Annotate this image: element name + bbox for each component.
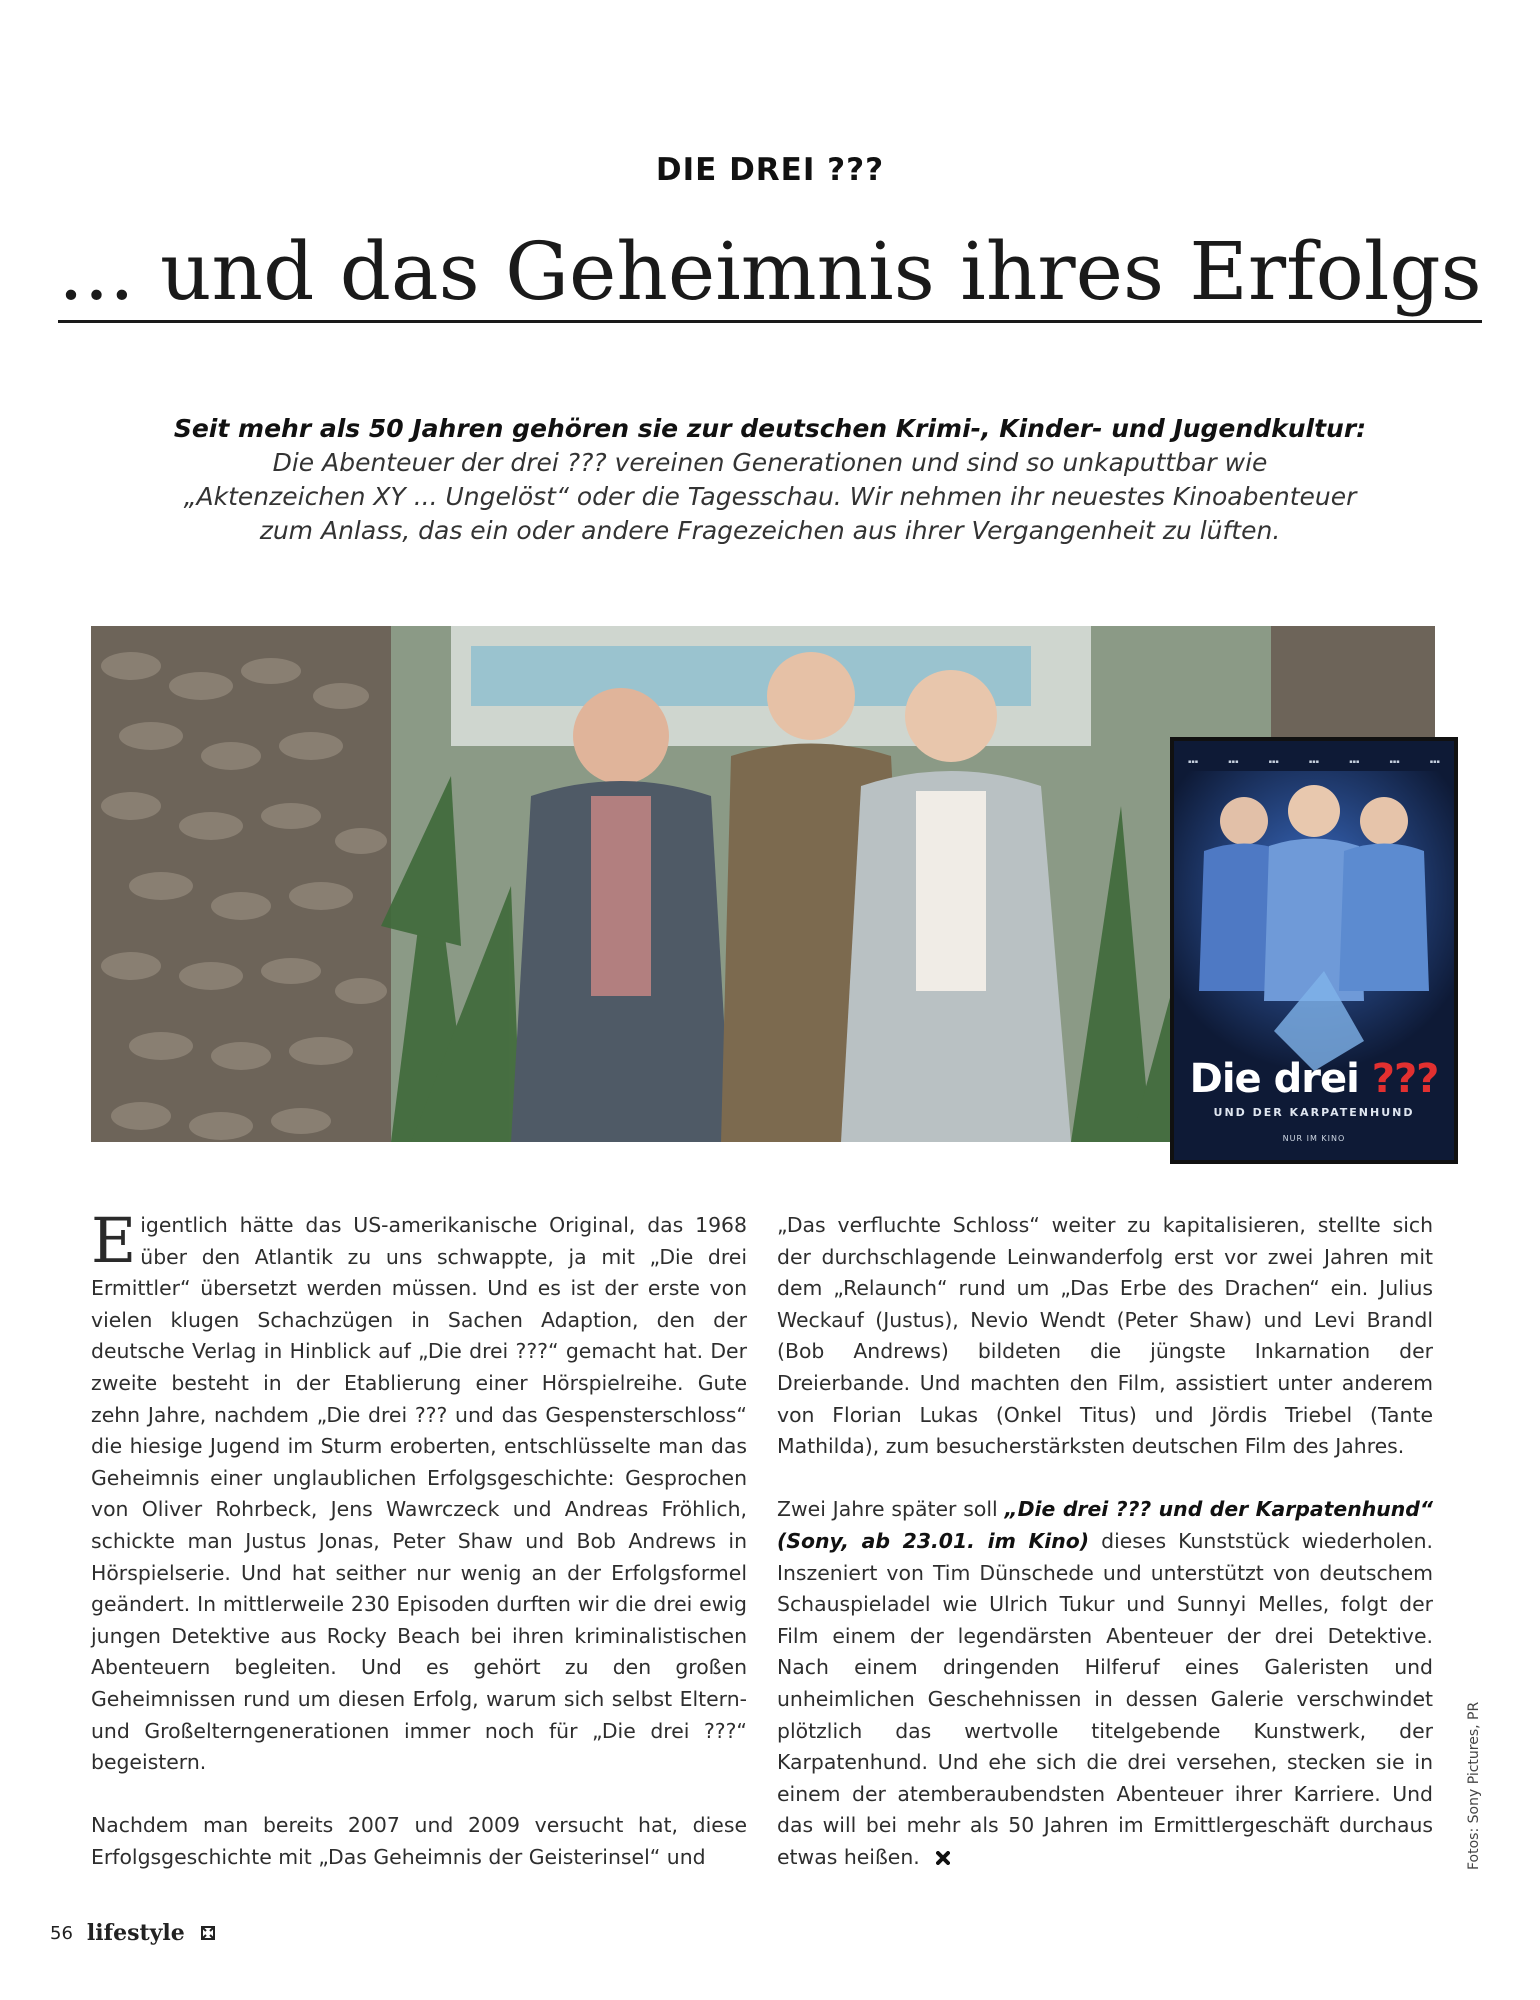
poster-subtitle: UND DER KARPATENHUND (1213, 1106, 1415, 1119)
lead-line: „Aktenzeichen XY ... Ungelöst“ oder die Tagesschau. Wir nehmen ihr neuestes Kinoabenteuer (183, 482, 1357, 511)
poster-title-questionmarks: ??? (1371, 1056, 1439, 1102)
lead-bold-line: Seit mehr als 50 Jahren gehören sie zur deutschen Krimi-, Kinder- und Jugendkultur: (173, 414, 1367, 443)
paragraph-text: igentlich hätte das US-amerikanische Original, das 1968 über den Atlantik zu uns schwappte, ja mit „Die drei Ermittler“ übersetzt werden müssen. Und es ist der erste von vielen klugen Schachzügen in Sachen Adaption, den der deutsche Verlag in Hinblick auf „Die drei ???“ gemacht hat. Der zweite besteht in der Etablierung einer Hörspielreihe. Gute zehn Jahre, nachdem „Die drei ??? und das Gespensterschloss“ die hiesige Jugend im Sturm eroberten, entschlüsselte man das Geheimnis einer unglaublichen Erfolgsgeschichte: Gesprochen von Oliver Rohrbeck, Jens Wawrczeck und Andreas Fröhlich, schickte man Justus Jonas, Peter Shaw und Bob Andrews in Hörspielserie. Und hat seither nur wenig an der Erfolgsformel geändert. In mittlerweile 230 Episoden durften wir die drei ewig jungen Detektive aus Rocky Beach bei ihren kriminalistischen Abenteuern begleiten. Und es gehört zu den großen Geheimnissen rund um diesen Erfolg, warum sich selbst Eltern- und Großelterngenerationen immer noch für „Die drei ???“ begeistern. (91, 1213, 747, 1775)
paragraph-text: dieses Kunststück wiederholen. Inszeniert von Tim Dünschede und unterstützt von deutschem Schauspieladel wie Ulrich Tukur und Sunnyi Melles, folgt der Film einem der legendärsten Abenteuer der drei Detektive. Nach einem dringenden Hilferuf eines Galeristen und unheimlichen Geschehnissen in dessen Galerie verschwindet plötzlich das wertvolle titelgebende Kunstwerk, der Karpatenhund. Und ehe sich die drei versehen, stecken sie in einem der atemberaubendsten Abenteuer ihrer Karriere. Und das will bei mehr als 50 Jahren im Ermittlergeschäft durchaus etwas heißen. (777, 1528, 1433, 1869)
poster-artwork (1174, 771, 1454, 1071)
body-paragraph (777, 1494, 1433, 1873)
body-paragraph: Nachdem man bereits 2007 und 2009 versucht hat, diese Erfolgsgeschichte mit „Das Geheimnis der Geisterinsel“ und (91, 1813, 747, 1869)
body-column-left (91, 1204, 747, 1873)
poster-tagline: NUR IM KINO (1282, 1134, 1346, 1143)
page-footer (50, 1920, 217, 1946)
paragraph-text: Zwei Jahre später soll (777, 1497, 1005, 1522)
lead-line: zum Anlass, das ein oder andere Fragezeichen aus ihrer Vergangenheit zu lüften. (259, 516, 1281, 545)
body-column-right (777, 1210, 1433, 1873)
article-headline (0, 222, 1540, 322)
page-number: 56 (50, 1922, 73, 1944)
photo-credit: Fotos: Sony Pictures, PR (1466, 1701, 1482, 1870)
movie-poster (1170, 737, 1458, 1164)
lead-line: Die Abenteuer der drei ??? vereinen Generationen und sind so unkaputtbar wie (272, 448, 1268, 477)
body-paragraph (91, 1204, 747, 1779)
poster-title (1174, 1056, 1454, 1102)
headline-text: ... und das Geheimnis ihres Erfolgs (58, 225, 1481, 323)
poster-credits: ▪▪▪ ▪▪▪ ▪▪▪ ▪▪▪ ▪▪▪ ▪▪▪ ▪▪▪ (1188, 759, 1440, 765)
end-of-article-icon (936, 1851, 950, 1865)
poster-title-main: Die drei (1189, 1056, 1372, 1102)
article-kicker: DIE DREI ??? (655, 152, 885, 188)
article-lead (130, 412, 1410, 548)
drop-cap: E (91, 1204, 137, 1277)
brand-mark-icon (199, 1924, 217, 1942)
film-reference: „Die drei ??? und der Karpatenhund“ (Sony, ab 23.01. im Kino) (777, 1497, 1434, 1553)
brand-logo: lifestyle (86, 1920, 185, 1946)
body-paragraph: „Das verfluchte Schloss“ weiter zu kapitalisieren, stellte sich der durchschlagende Leinwanderfolg erst vor zwei Jahren mit dem „Relaunch“ rund um „Das Erbe des Drachen“ ein. Julius Weckauf (Justus), Nevio Wendt (Peter Shaw) und Levi Brandl (Bob Andrews) bildeten die jüngste Inkarnation der Dreierbande. Und machten den Film, assistiert unter anderem von Florian Lukas (Onkel Titus) und Jördis Triebel (Tante Mathilda), zum besucherstärksten deutschen Film des Jahres. (777, 1213, 1433, 1459)
